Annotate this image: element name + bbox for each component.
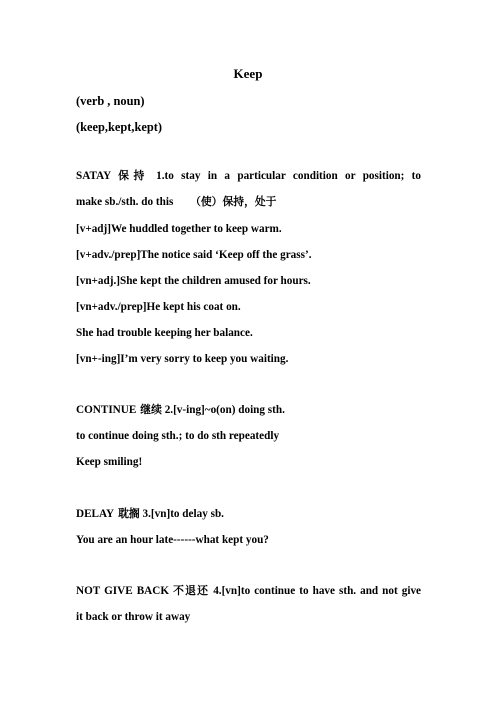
entry-title: Keep: [233, 66, 263, 81]
sense1-definition-line1: [76, 169, 421, 183]
sense1-example-2: [v+adv./prep]The notice said ‘Keep off the grass’.: [76, 249, 312, 261]
sense1-head: SATAY: [76, 170, 111, 182]
sense3-cn: 耽搁: [118, 507, 140, 520]
sense1-example-3: [vn+adj.]She kept the children amused for hours.: [76, 275, 311, 287]
verb-forms: (keep,kept,kept): [76, 120, 163, 134]
sense2-head: CONTINUE: [76, 404, 137, 416]
sense3-rest: 3.[vn]to delay sb.: [139, 508, 224, 520]
sense1-example-5: She had trouble keeping her balance.: [76, 327, 253, 339]
sense1-example-1: [v+adj]We huddled together to keep warm.: [76, 223, 282, 235]
sense3-header: [76, 507, 421, 521]
sense1-example-4: [vn+adv./prep]He kept his coat on.: [76, 301, 241, 313]
sense4-cn: 不退还: [173, 584, 210, 597]
part-of-speech: (verb , noun): [76, 94, 145, 108]
sense4-rest-line1: 4.[vn]to continue to have sth. and not give: [213, 585, 422, 597]
sense1-definition-line2: [76, 195, 421, 209]
sense1-def-cn: （使）保持，处于: [190, 195, 277, 208]
sense1-cn: 保持: [118, 169, 149, 182]
sense2-definition: to continue doing sth.; to do sth repeatedly: [76, 430, 280, 442]
sense1-def-line2: make sb./sth. do this: [76, 196, 174, 208]
sense4-header-line2: it back or throw it away: [76, 611, 191, 623]
sense4-header-line1: [76, 584, 421, 598]
sense1-def-line1: 1.to stay in a particular condition or position; to: [156, 170, 422, 182]
sense2-example-1: Keep smiling!: [76, 456, 143, 468]
sense2-cn: 继续: [140, 403, 162, 416]
sense3-example-1: You are an hour late------what kept you?: [76, 534, 269, 546]
sense1-example-6: [vn+-ing]I’m very sorry to keep you waiting.: [76, 353, 289, 365]
sense3-head: DELAY: [76, 508, 115, 520]
sense4-head: NOT GIVE BACK: [76, 585, 170, 597]
sense2-rest: 2.[v-ing]~o(on) doing sth.: [161, 404, 285, 416]
sense2-header: [76, 403, 421, 417]
